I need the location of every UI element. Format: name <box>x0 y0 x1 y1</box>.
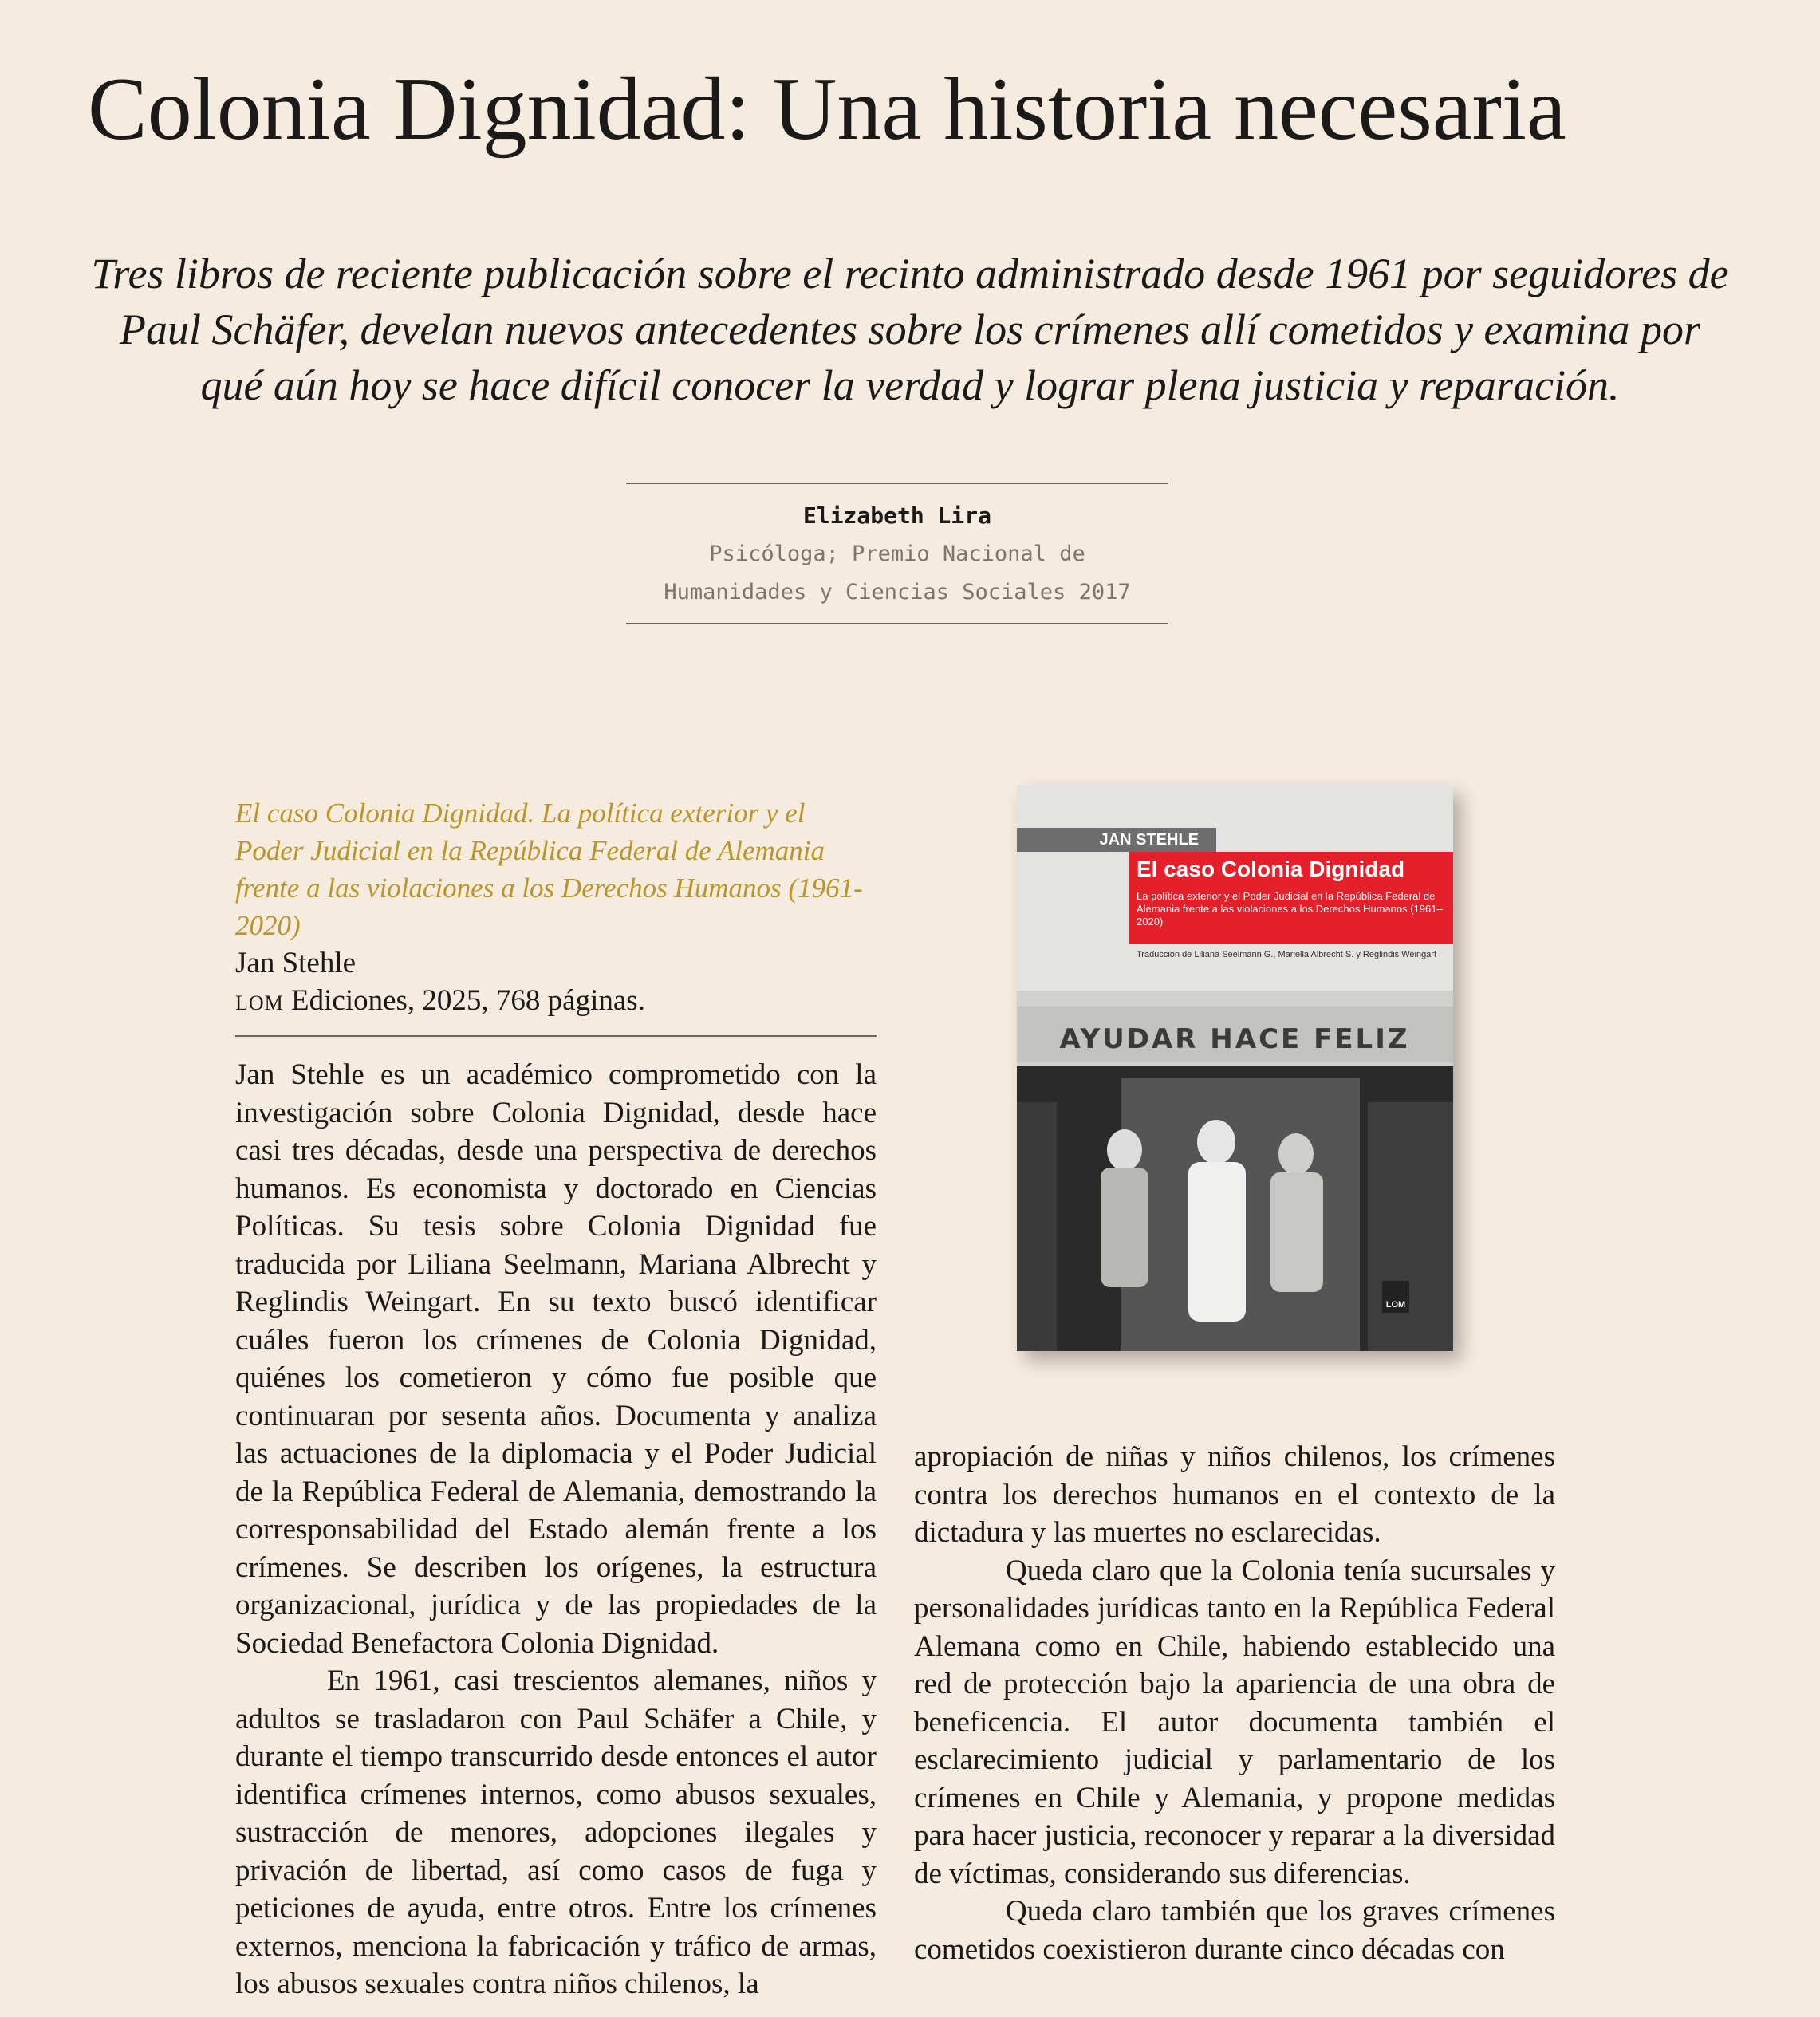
cover-title: El caso Colonia Dignidad <box>1137 857 1405 881</box>
book-publisher <box>235 982 877 1019</box>
byline-role-line1: Psicóloga; Premio Nacional de <box>709 542 1085 566</box>
paragraph: Jan Stehle es un académico comprometido con la investigación sobre Colonia Dignidad, desde hace casi tres décadas, desde una perspectiva de derechos humanos. Es economista y doctorado en Ciencias Políticas. Su tesis sobre Colonia Dignidad fue traducida por Liliana Seelmann, Mariana Albrecht y Reglindis Weingart. En su texto buscó identificar cuáles fueron los crímenes de Colonia Dignidad, quiénes los cometieron y cómo fue posible que continuaran por sesenta años. Documenta y analiza las actuaciones de la diplomacia y el Poder Judicial de la República Federal de Alemania, demostrando la corresponsabilidad del Estado alemán frente a los crímenes. Se describen los orígenes, la estructura organizacional, jurídica y de las propiedades de la Sociedad Benefactora Colonia Dignidad. <box>235 1058 877 1660</box>
paragraph: Queda claro también que los graves crímenes cometidos coexistieron durante cinco décadas con <box>914 1895 1555 1966</box>
paragraph: En 1961, casi trescientos alemanes, niños y adultos se trasladaron con Paul Schäfer a Chile, y durante el tiempo transcurrido desde entonces el autor identifica crímenes internos, como abusos sexuales, sustracción de menores, adopciones ilegales y privación de libertad, así como casos de fuga y peticiones de ayuda, entre otros. Entre los crímenes externos, menciona la fabricación y tráfico de armas, los abusos sexuales contra niños chilenos, la <box>235 1664 877 2000</box>
book-cover-image <box>1017 785 1453 1351</box>
book-info-divider <box>235 1035 877 1037</box>
paragraph: Queda claro que la Colonia tenía sucursales y personalidades jurídicas tanto en la República Federal Alemana como en Chile, habiendo establecido una red de protección bajo la apariencia de una obra de beneficencia. El autor documenta también el esclarecimiento judicial y parlamentario de los crímenes en Chile y Alemania, y propone medidas para hacer justicia, reconocer y reparar a la diversidad de víctimas, considerando sus diferencias. <box>914 1554 1555 1890</box>
article-lede: Tres libros de reciente publicación sobre el recinto administrado desde 1961 por seguidores de Paul Schäfer, develan nuevos antecedentes sobre los crímenes allí cometidos y examina por qué aún hoy se hace difícil conocer la verdad y lograr plena justicia y reparación. <box>91 250 1729 409</box>
right-body <box>914 1438 1555 1968</box>
cover-author-tag: JAN STEHLE <box>1017 828 1216 852</box>
book-author: Jan Stehle <box>235 947 357 979</box>
byline-author: Elizabeth Lira <box>802 502 991 529</box>
cover-subtitle: La política exterior y el Poder Judicial en la República Federal de Alemania frente a las violaciones a los Derechos Humanos (1961–2020) <box>1137 890 1443 928</box>
article-title: Colonia Dignidad: Una historia necesaria <box>88 60 1566 159</box>
left-body <box>235 1056 877 2003</box>
cover-title-block <box>1129 852 1453 944</box>
cover-translators: Traducción de Liliana Seelmann G., Mariella Albrecht S. y Reglindis Weingart <box>1137 950 1437 959</box>
right-column <box>914 1438 1555 1968</box>
publisher-smallcaps: lom <box>235 984 284 1017</box>
left-column <box>235 794 877 2003</box>
cover-sign-text: AYUDAR HACE FELIZ <box>1059 1023 1410 1055</box>
byline-role-line2: Humanidades y Ciencias Sociales 2017 <box>664 580 1131 605</box>
paragraph: apropiación de niñas y niños chilenos, los crímenes contra los derechos humanos en el contexto de la dictadura y las muertes no esclarecidas. <box>914 1440 1555 1549</box>
byline <box>626 483 1168 624</box>
book-title: El caso Colonia Dignidad. La política exterior y el Poder Judicial en la República Federal de Alemania frente a las violaciones a los Derechos Humanos (1961-2020) <box>235 798 863 941</box>
publisher-logo: LOM <box>1382 1281 1409 1313</box>
publisher-details: Ediciones, 2025, 768 páginas. <box>283 984 645 1017</box>
